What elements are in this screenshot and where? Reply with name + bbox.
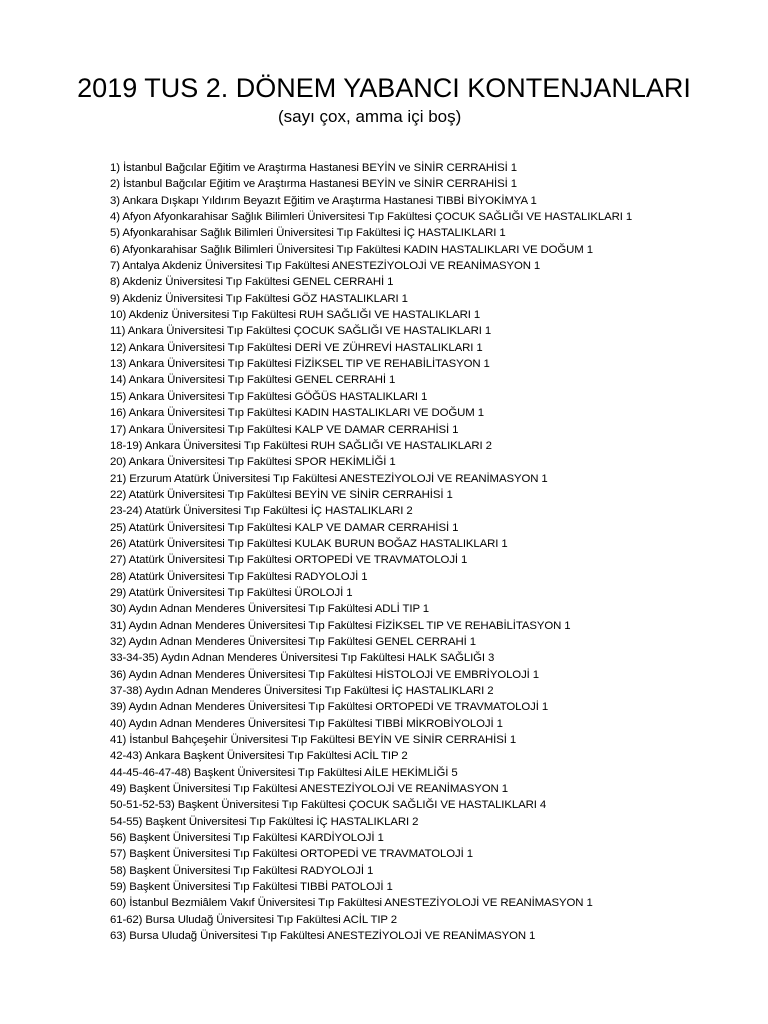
- list-item: 37-38) Aydın Adnan Menderes Üniversitesi Tıp Fakültesi İÇ HASTALIKLARI 2: [110, 685, 494, 697]
- list-item: 11) Ankara Üniversitesi Tıp Fakültesi ÇOCUK SAĞLIĞI VE HASTALIKLARI 1: [110, 325, 492, 338]
- list-item: 42-43) Ankara Başkent Üniversitesi Tıp Fakültesi ACİL TIP 2: [110, 750, 408, 763]
- list-item: 17) Ankara Üniversitesi Tıp Fakültesi KALP VE DAMAR CERRAHİSİ 1: [110, 423, 459, 436]
- list-item: 4) Afyon Afyonkarahisar Sağlık Bilimleri Üniversitesi Tıp Fakültesi ÇOCUK SAĞLIĞI VE HASTALIKLARI 1: [110, 211, 633, 224]
- list-item: 54-55) Başkent Üniversitesi Tıp Fakültesi İÇ HASTALIKLARI 2: [110, 815, 419, 828]
- list-item: 10) Akdeniz Üniversitesi Tıp Fakültesi RUH SAĞLIĞI VE HASTALIKLARI 1: [110, 309, 481, 322]
- list-item: 15) Ankara Üniversitesi Tıp Fakültesi GÖĞÜS HASTALIKLARI 1: [110, 390, 428, 403]
- page-subtitle: (sayı çox, amma içi boş): [278, 107, 462, 126]
- list-item: 50-51-52-53) Başkent Üniversitesi Tıp Fakültesi ÇOCUK SAĞLIĞI VE HASTALIKLARI 4: [110, 799, 547, 812]
- quota-list: [110, 160, 632, 945]
- list-item: 56) Başkent Üniversitesi Tıp Fakültesi KARDİYOLOJİ 1: [110, 832, 384, 845]
- list-item: 3) Ankara Dışkapı Yıldırım Beyazıt Eğitim ve Araştırma Hastanesi TIBBİ BİYOKİMYA 1: [110, 194, 537, 207]
- list-item: 36) Aydın Adnan Menderes Üniversitesi Tıp Fakültesi HİSTOLOJİ VE EMBRİYOLOJİ 1: [110, 668, 540, 681]
- list-item: 44-45-46-47-48) Başkent Üniversitesi Tıp Fakültesi AİLE HEKİMLİĞİ 5: [110, 766, 458, 779]
- list-item: 25) Atatürk Üniversitesi Tıp Fakültesi KALP VE DAMAR CERRAHİSİ 1: [110, 521, 459, 534]
- list-item: 58) Başkent Üniversitesi Tıp Fakültesi RADYOLOJİ 1: [110, 864, 374, 877]
- list-item: 49) Başkent Üniversitesi Tıp Fakültesi ANESTEZİYOLOJİ VE REANİMASYON 1: [110, 783, 508, 796]
- list-item: 28) Atatürk Üniversitesi Tıp Fakültesi RADYOLOJİ 1: [110, 570, 368, 583]
- list-item: 9) Akdeniz Üniversitesi Tıp Fakültesi GÖZ HASTALIKLARI 1: [110, 292, 408, 305]
- list-item: 2) İstanbul Bağcılar Eğitim ve Araştırma Hastanesi BEYİN ve SİNİR CERRAHİSİ 1: [110, 178, 517, 191]
- list-item: 14) Ankara Üniversitesi Tıp Fakültesi GENEL CERRAHİ 1: [110, 374, 396, 387]
- list-item: 63) Bursa Uludağ Üniversitesi Tıp Fakültesi ANESTEZİYOLOJİ VE REANİMASYON 1: [110, 930, 536, 943]
- list-item: 59) Başkent Üniversitesi Tıp Fakültesi TIBBİ PATOLOJİ 1: [110, 881, 393, 894]
- list-item: 16) Ankara Üniversitesi Tıp Fakültesi KADIN HASTALIKLARI VE DOĞUM 1: [110, 407, 484, 420]
- list-item: 27) Atatürk Üniversitesi Tıp Fakültesi ORTOPEDİ VE TRAVMATOLOJİ 1: [110, 554, 468, 567]
- list-item: 18-19) Ankara Üniversitesi Tıp Fakültesi RUH SAĞLIĞI VE HASTALIKLARI 2: [110, 439, 492, 452]
- list-item: 26) Atatürk Üniversitesi Tıp Fakültesi KULAK BURUN BOĞAZ HASTALIKLARI 1: [110, 537, 508, 550]
- list-item: 21) Erzurum Atatürk Üniversitesi Tıp Fakültesi ANESTEZİYOLOJİ VE REANİMASYON 1: [110, 472, 548, 485]
- list-item: 8) Akdeniz Üniversitesi Tıp Fakültesi GENEL CERRAHİ 1: [110, 276, 394, 289]
- list-item: 31) Aydın Adnan Menderes Üniversitesi Tıp Fakültesi FİZİKSEL TIP VE REHABİLİTASYON 1: [110, 619, 571, 632]
- list-item: 32) Aydın Adnan Menderes Üniversitesi Tıp Fakültesi GENEL CERRAHİ 1: [110, 635, 476, 648]
- list-item: 61-62) Bursa Uludağ Üniversitesi Tıp Fakültesi ACİL TIP 2: [110, 913, 398, 926]
- list-item: 6) Afyonkarahisar Sağlık Bilimleri Üniversitesi Tıp Fakültesi KADIN HASTALIKLARI VE DOĞUM 1: [110, 243, 593, 256]
- list-item: 23-24) Atatürk Üniversitesi Tıp Fakültesi İÇ HASTALIKLARI 2: [110, 505, 413, 518]
- list-item: 41) İstanbul Bahçeşehir Üniversitesi Tıp Fakültesi BEYİN VE SİNİR CERRAHİSİ 1: [110, 734, 517, 747]
- list-item: 7) Antalya Akdeniz Üniversitesi Tıp Fakültesi ANESTEZİYOLOJİ VE REANİMASYON 1: [110, 260, 541, 273]
- list-item: 1) İstanbul Bağcılar Eğitim ve Araştırma Hastanesi BEYİN ve SİNİR CERRAHİSİ 1: [110, 162, 517, 174]
- list-item: 39) Aydın Adnan Menderes Üniversitesi Tıp Fakültesi ORTOPEDİ VE TRAVMATOLOJİ 1: [110, 701, 549, 714]
- list-item: 40) Aydın Adnan Menderes Üniversitesi Tıp Fakültesi TIBBİ MİKROBİYOLOJİ 1: [110, 717, 503, 730]
- list-item: 5) Afyonkarahisar Sağlık Bilimleri Üniversitesi Tıp Fakültesi İÇ HASTALIKLARI 1: [110, 227, 506, 240]
- list-item: 13) Ankara Üniversitesi Tıp Fakültesi FİZİKSEL TIP VE REHABİLİTASYON 1: [110, 358, 490, 371]
- list-item: 60) İstanbul Bezmiâlem Vakıf Üniversitesi Tıp Fakültesi ANESTEZİYOLOJİ VE REANİMASYON 1: [110, 897, 593, 910]
- list-item: 30) Aydın Adnan Menderes Üniversitesi Tıp Fakültesi ADLİ TIP 1: [110, 603, 430, 616]
- list-item: 12) Ankara Üniversitesi Tıp Fakültesi DERİ VE ZÜHREVİ HASTALIKLARI 1: [110, 341, 483, 354]
- list-item: 57) Başkent Üniversitesi Tıp Fakültesi ORTOPEDİ VE TRAVMATOLOJİ 1: [110, 848, 473, 861]
- list-item: 33-34-35) Aydın Adnan Menderes Üniversitesi Tıp Fakültesi HALK SAĞLIĞI 3: [110, 652, 495, 665]
- page-title: 2019 TUS 2. DÖNEM YABANCI KONTENJANLARI: [77, 73, 691, 103]
- list-item: 29) Atatürk Üniversitesi Tıp Fakültesi ÜROLOJİ 1: [110, 586, 353, 599]
- list-item: 22) Atatürk Üniversitesi Tıp Fakültesi BEYİN VE SİNİR CERRAHİSİ 1: [110, 488, 453, 501]
- list-item: 20) Ankara Üniversitesi Tıp Fakültesi SPOR HEKİMLİĞİ 1: [110, 456, 396, 469]
